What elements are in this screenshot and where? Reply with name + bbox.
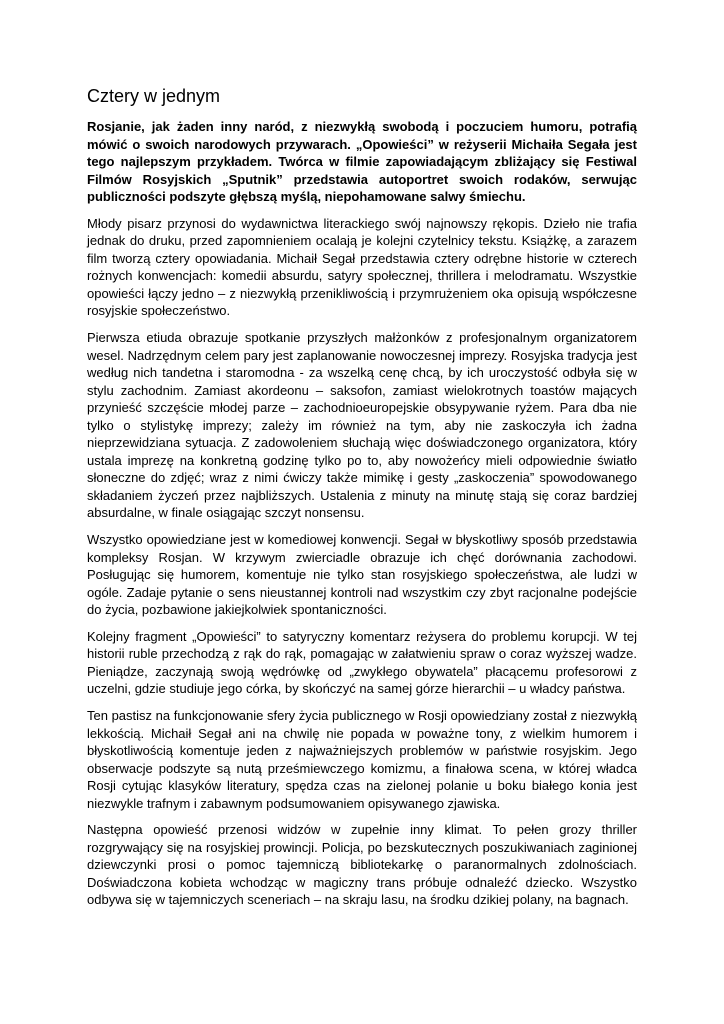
article-paragraph-6: Następna opowieść przenosi widzów w zupełnie inny klimat. To pełen grozy thriller rozgrywający się na rosyjskiej prowincji. Policja, po bezskutecznych poszukiwaniach zaginionej dziewczynki prosi o pomoc tajemniczą bibliotekarkę o paranormalnych zdolnościach. Doświadczona kobieta wchodząc w magiczny trans próbuje odnaleźć dziecko. Wszystko odbywa się w tajemniczych sceneriach – na skraju lasu, na środku dzikiej polany, na bagnach.: [87, 822, 637, 908]
document-page: [87, 84, 637, 918]
article-paragraph-3: Wszystko opowiedziane jest w komediowej konwencji. Segał w błyskotliwy sposób przedstawia kompleksy Rosjan. W krzywym zwierciadle obrazuje ich chęć dorównania zachodowi. Posługując się humorem, komentuje nie tylko stan rosyjskiego społeczeństwa, ale ludzi w ogóle. Zadaje pytanie o sens nieustannej kontroli nad wszystkim czy zbyt racjonalne podejście do życia, pozbawione jakiejkolwiek spontaniczności.: [87, 532, 637, 618]
article-paragraph-1: Młody pisarz przynosi do wydawnictwa literackiego swój najnowszy rękopis. Dzieło nie trafia jednak do druku, przed zapomnieniem ocalają je kolejni czytelnicy tekstu. Książkę, a zarazem film tworzą cztery opowiadania. Michaił Segał przedstawia cztery odrębne historie w czterech rożnych konwencjach: komedii absurdu, satyry społecznej, thrillera i melodramatu. Wszystkie opowieści łączy jedno – z niezwykłą przenikliwością i przymrużeniem oka opisują współczesne rosyjskie społeczeństwo.: [87, 215, 637, 319]
article-paragraph-5: Ten pastisz na funkcjonowanie sfery życia publicznego w Rosji opowiedziany został z niezwykłą lekkością. Michaił Segał ani na chwilę nie popada w poważne tony, z wielkim humorem i błyskotliwością komentuje jeden z najważniejszych problemów w państwie rosyjskim. Jego obserwacje podszyte są nutą prześmiewczego komizmu, a finałowa scena, w której władca Rosji cytując klasyków literatury, spędza czas na zielonej polanie u boku białego konia jest niezwykle trafnym i zabawnym podsumowaniem opisywanego zjawiska.: [87, 707, 637, 811]
article-paragraph-4: Kolejny fragment „Opowieści” to satyryczny komentarz reżysera do problemu korupcji. W tej historii ruble przechodzą z rąk do rąk, pomagając w załatwieniu spraw o coraz wyższej wadze. Pieniądze, zaczynają swoją wędrówkę od „zwykłego obywatela” płacącemu profesorowi z uczelni, gdzie studiuje jego córka, by skończyć na samej górze hierarchii – u władcy państwa.: [87, 628, 637, 697]
article-lead: Rosjanie, jak żaden inny naród, z niezwykłą swobodą i poczuciem humoru, potrafią mówić o swoich narodowych przywarach. „Opowieści” w reżyserii Michaiła Segała jest tego najlepszym przykładem. Twórca w filmie zapowiadającym zbliżający się Festiwal Filmów Rosyjskich „Sputnik” przedstawia autoportret swoich rodaków, serwując publiczności podszyte głębszą myślą, niepohamowane salwy śmiechu.: [87, 119, 637, 205]
article-paragraph-2: Pierwsza etiuda obrazuje spotkanie przyszłych małżonków z profesjonalnym organizatorem wesel. Nadrzędnym celem pary jest zaplanowanie nowoczesnej imprezy. Rosyjska tradycja jest według nich tandetna i staromodna - za wszelką cenę chcą, by ich uroczystość odbyła się w stylu zachodnim. Zamiast akordeonu – saksofon, zamiast wielokrotnych toastów mających przynieść szczęście młodej parze – zachodnioeuropejskie obsypywanie ryżem. Para dba nie tylko o stylistykę imprezy; zależy im również na tym, aby nie zaskoczyła ich żadna nieprzewidziana sytuacja. Z zadowoleniem słuchają więc doświadczonego organizatora, który ustala imprezę na konkretną godzinę tylko po to, aby nowożeńcy mieli odpowiednie światło słoneczne do zdjęć; wraz z nimi ćwiczy także mimikę i gesty „zaskoczenia” spowodowanego składaniem życzeń przez najbliższych. Ustalenia z minuty na minutę stają się coraz bardziej absurdalne, w finale osiągając szczyt nonsensu.: [87, 330, 637, 521]
article-title: Cztery w jednym: [87, 86, 221, 106]
